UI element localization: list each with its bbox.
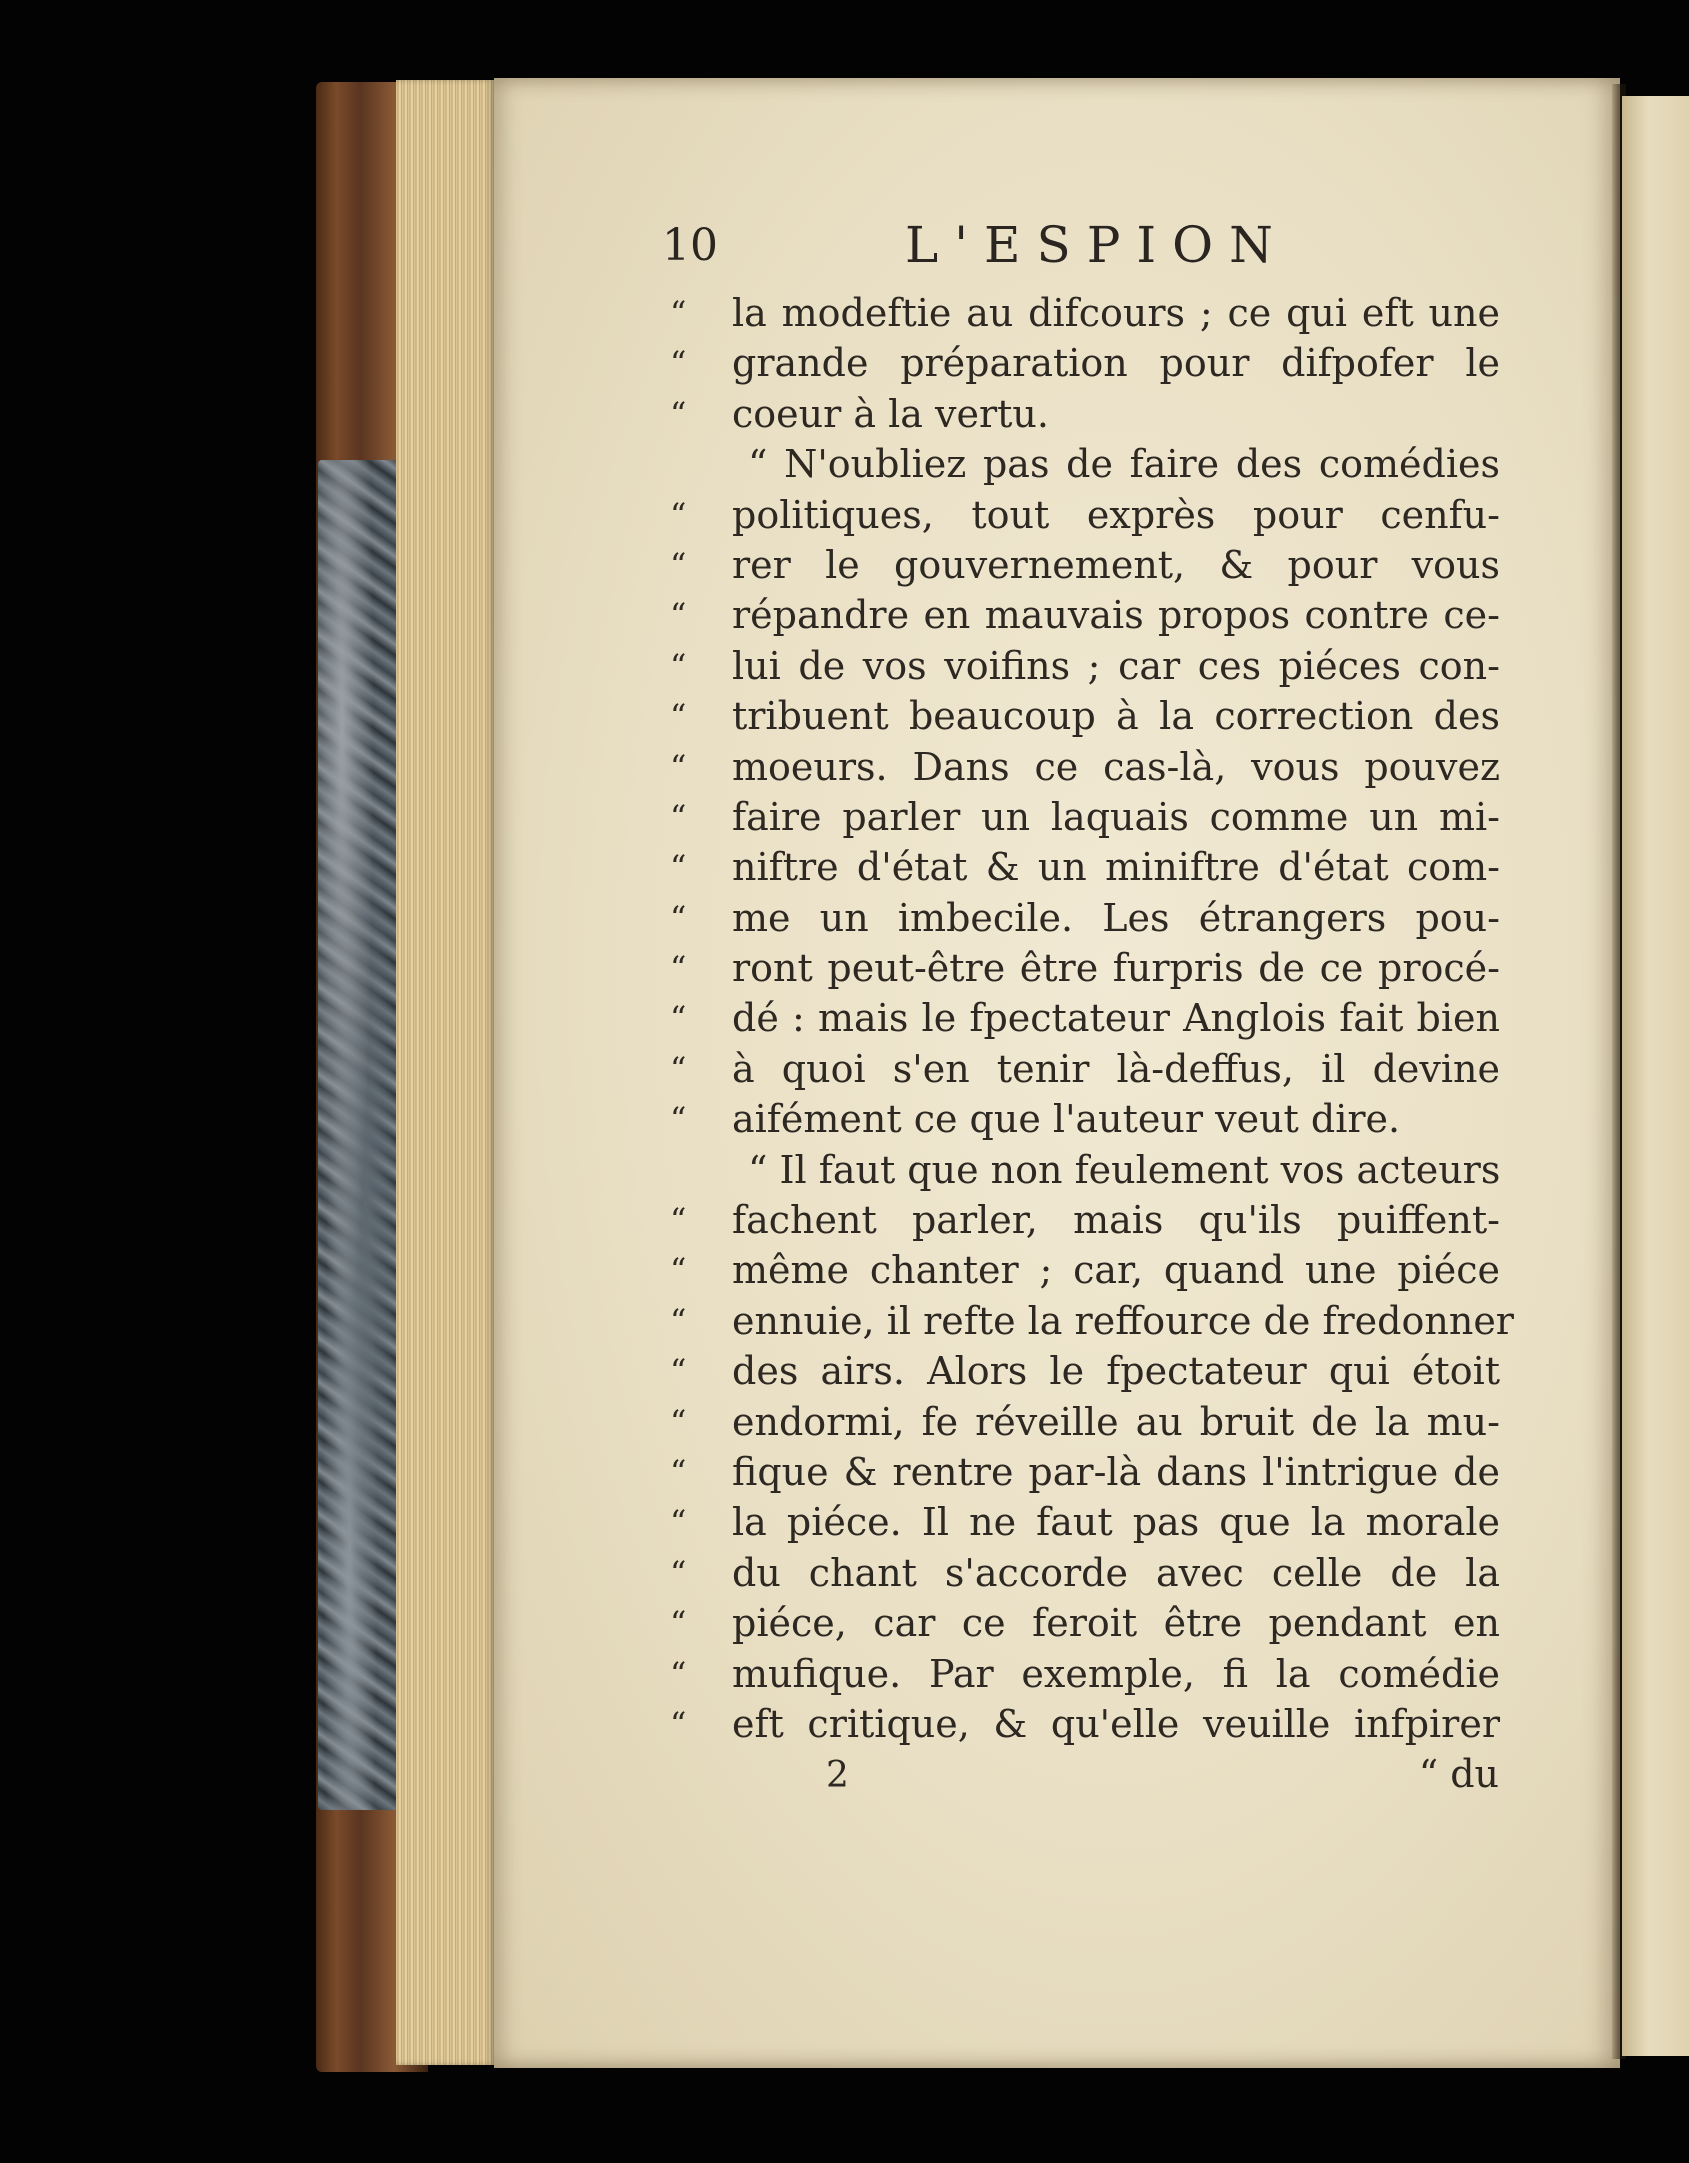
running-title: L'ESPION: [905, 216, 1289, 274]
quote-mark: “: [670, 1100, 687, 1139]
text-line: [670, 893, 1500, 943]
quote-mark: “: [670, 1604, 687, 1643]
line-text: grande préparation pour difpofer le: [732, 341, 1500, 386]
line-text: eft critique, & qu'elle veuille infpirer: [732, 1701, 1500, 1746]
quote-mark: “: [670, 949, 687, 988]
quote-mark: “: [670, 545, 687, 584]
text-line: [670, 742, 1500, 792]
quote-mark: “: [670, 1301, 687, 1340]
text-line: [670, 842, 1500, 892]
line-text: répandre en mauvais propos contre ce-: [732, 593, 1500, 638]
quote-mark: “: [670, 1553, 687, 1592]
text-line: [670, 389, 1500, 439]
catchword: “ du: [1418, 1752, 1499, 1796]
quote-mark: “: [670, 747, 687, 786]
page-edges: [396, 80, 494, 2065]
text-line: [670, 439, 1500, 489]
text-line: [670, 288, 1500, 338]
quote-mark: “: [670, 495, 687, 534]
quote-mark: “: [670, 1049, 687, 1088]
line-text: fique & rentre par-là dans l'intrigue de: [732, 1449, 1500, 1494]
line-text: à quoi s'en tenir là-deffus, il devine: [732, 1046, 1500, 1091]
line-text: la modeftie au difcours ; ce qui eft une: [732, 291, 1500, 335]
line-text: “ Il faut que non feulement vos acteurs: [748, 1147, 1501, 1192]
line-text: du chant s'accorde avec celle de la: [732, 1550, 1500, 1595]
line-text: ennuie, il refte la reffource de fredonner: [732, 1298, 1514, 1343]
quote-mark: “: [670, 1352, 687, 1391]
quote-mark: “: [670, 1654, 687, 1693]
marbled-board: [318, 460, 398, 1810]
quote-mark: “: [670, 999, 687, 1038]
text-line: [670, 993, 1500, 1043]
text-line: [670, 1296, 1514, 1346]
line-text: piéce, car ce feroit être pendant en: [732, 1601, 1500, 1646]
quote-mark: “: [670, 1402, 687, 1441]
text-line: [670, 1346, 1500, 1396]
text-line: [670, 1195, 1500, 1245]
text-line: [670, 1245, 1500, 1295]
text-line: [670, 691, 1500, 741]
line-text: moeurs. Dans ce cas-là, vous pouvez: [732, 744, 1500, 789]
quote-mark: “: [670, 848, 687, 887]
text-line: [670, 1497, 1500, 1547]
line-text: endormi, fe réveille au bruit de la mu-: [732, 1399, 1500, 1444]
line-text: même chanter ; car, quand une piéce: [732, 1248, 1500, 1293]
text-line: [670, 338, 1500, 388]
line-text: niftre d'état & un miniftre d'état com-: [732, 845, 1500, 890]
quote-mark: “: [670, 646, 687, 685]
line-text: aifément ce que l'auteur veut dire.: [732, 1097, 1401, 1142]
line-text: lui de vos voifins ; car ces piéces con-: [732, 643, 1500, 688]
line-text: “ N'oubliez pas de faire des comédies: [748, 442, 1500, 487]
line-text: coeur à la vertu.: [732, 391, 1049, 436]
quote-mark: “: [670, 898, 687, 937]
quote-mark: “: [670, 294, 687, 332]
facing-page-edge: [1622, 96, 1689, 2056]
text-line: [670, 943, 1500, 993]
line-text: politiques, tout exprès pour cenfu-: [732, 492, 1500, 537]
text-line: [670, 490, 1500, 540]
text-line: [670, 1145, 1500, 1195]
text-line: [670, 792, 1500, 842]
text-line: [670, 590, 1500, 640]
line-text: faire parler un laquais comme un mi-: [732, 794, 1500, 839]
quote-mark: “: [670, 596, 687, 635]
quote-mark: “: [670, 1704, 687, 1743]
quote-mark: “: [670, 697, 687, 736]
text-line: [670, 540, 1500, 590]
signature-mark: 2: [826, 1755, 849, 1796]
quote-mark: “: [670, 1503, 687, 1542]
page-number: 10: [662, 220, 718, 271]
text-line: [670, 1094, 1500, 1144]
quote-mark: “: [670, 344, 687, 383]
line-text: mufique. Par exemple, fi la comédie: [732, 1651, 1500, 1696]
quote-mark: “: [670, 1201, 687, 1240]
line-text: tribuent beaucoup à la correction des: [732, 694, 1500, 739]
line-text: des airs. Alors le fpectateur qui étoit: [732, 1349, 1500, 1394]
text-line: [670, 1699, 1500, 1749]
line-text: ront peut-être être furpris de ce procé-: [732, 946, 1500, 991]
text-line: [670, 1649, 1500, 1699]
text-line: [670, 1598, 1500, 1648]
quote-mark: “: [670, 797, 687, 836]
line-text: rer le gouvernement, & pour vous: [732, 542, 1500, 587]
line-text: fachent parler, mais qu'ils puiffent-: [732, 1198, 1500, 1243]
line-text: la piéce. Il ne faut pas que la morale: [732, 1500, 1500, 1545]
line-text: me un imbecile. Les étrangers pou-: [732, 895, 1500, 940]
text-line: [670, 1044, 1500, 1094]
quote-mark: “: [670, 1251, 687, 1290]
text-line: [670, 1548, 1500, 1598]
text-line: [670, 1447, 1500, 1497]
text-line: [670, 1397, 1500, 1447]
text-block: [670, 288, 1514, 1749]
quote-mark: “: [670, 1452, 687, 1491]
text-line: [670, 641, 1500, 691]
quote-mark: “: [670, 394, 687, 433]
line-text: dé : mais le fpectateur Anglois fait bien: [732, 996, 1500, 1041]
